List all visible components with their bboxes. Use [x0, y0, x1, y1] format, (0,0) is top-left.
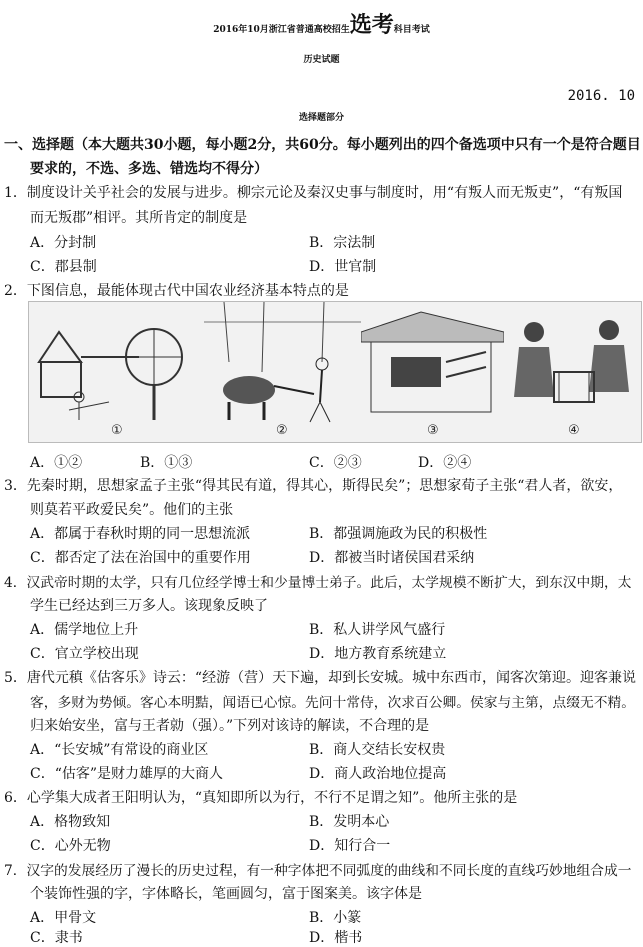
exam-title [0, 8, 643, 39]
question-6-option-a[interactable]: A．格物致知 [30, 814, 111, 830]
question-4-option-d[interactable]: D．地方教育系统建立 [309, 646, 447, 662]
question-5-option-a[interactable]: A．“长安城”有常设的商业区 [30, 742, 209, 758]
exam-date: 2016. 10 [567, 88, 635, 104]
question-4-option-a[interactable]: A．儒学地位上升 [30, 622, 139, 638]
illustration-label-1: ① [111, 423, 123, 438]
question-6-option-d[interactable]: D．知行合一 [309, 838, 391, 854]
subject-title: 历史试题 [303, 55, 340, 65]
question-5-line1: 5．唐代元稹《估客乐》诗云：“经游（营）天下遍，却到长安城。城中东西市，闻客次第迎。迎客兼说 [4, 670, 637, 686]
question-2-option-b[interactable]: B．①③ [140, 455, 193, 471]
question-3-line2: 则莫若平政爱民矣”。他们的主张 [30, 502, 234, 518]
illustration-label-2: ② [276, 423, 288, 438]
question-7-option-a[interactable]: A．甲骨文 [30, 910, 97, 926]
agriculture-illustrations [28, 301, 642, 443]
question-4-option-c[interactable]: C．官立学校出现 [30, 646, 139, 662]
ox-plowing-icon [204, 302, 361, 442]
question-1-line2: 而无叛郡”相评。其所肯定的制度是 [30, 210, 248, 226]
question-7-option-b[interactable]: B．小篆 [309, 910, 362, 926]
question-2-option-c[interactable]: C．②③ [309, 455, 362, 471]
illustration-panel-2 [204, 302, 362, 442]
question-3-option-c[interactable]: C．都否定了法在治国中的重要作用 [30, 550, 251, 566]
question-6-option-b[interactable]: B．发明本心 [309, 814, 390, 830]
question-3-option-b[interactable]: B．都强调施政为民的积极性 [309, 526, 488, 542]
question-2-option-d[interactable]: D．②④ [418, 455, 472, 471]
question-6-option-c[interactable]: C．心外无物 [30, 838, 111, 854]
weaving-figures-icon [504, 302, 641, 442]
question-1-option-a[interactable]: A．分封制 [30, 235, 97, 251]
title-emphasis: 选考 [349, 12, 394, 38]
question-5-option-d[interactable]: D．商人政治地位提高 [309, 766, 447, 782]
question-3-option-d[interactable]: D．都被当时诸侯国君采纳 [309, 550, 475, 566]
question-2-option-a[interactable]: A．①② [30, 455, 83, 471]
question-2-line1: 2．下图信息，最能体现古代中国农业经济基本特点的是 [4, 283, 349, 299]
question-4-line2: 学生已经达到三万多人。该现象反映了 [30, 598, 268, 614]
question-1-option-b[interactable]: B．宗法制 [309, 235, 376, 251]
question-7-line1: 7．汉字的发展经历了漫长的历史过程，有一种字体把不同弧度的曲线和不同长度的直线巧妙地组合成一 [4, 863, 632, 879]
title-text-end: 科目考试 [393, 25, 430, 35]
question-7-line2: 个装饰性强的字，字体略长，笔画圆匀，富于图案美。该字体是 [30, 886, 422, 902]
question-1-option-d[interactable]: D．世官制 [309, 259, 377, 275]
illustration-label-4: ④ [568, 423, 580, 438]
question-4-line1: 4．汉武帝时期的太学，只有几位经学博士和少量博士弟子。此后，太学规模不断扩大，到东汉中期，太 [4, 575, 632, 591]
question-4-option-b[interactable]: B．私人讲学风气盛行 [309, 622, 446, 638]
question-3-line1: 3．先秦时期，思想家孟子主张“得其民有道，得其心，斯得民矣”；思想家荀子主张“君人者，欲安， [4, 478, 623, 494]
question-6-line1: 6．心学集大成者王阳明认为，“真知即所以为行，不行不足谓之知”。他所主张的是 [4, 790, 518, 806]
question-1-line1: 1．制度设计关乎社会的发展与进步。柳宗元论及秦汉史事与制度时，用“有叛人而无叛吏”，“有叛国 [4, 185, 623, 201]
question-5-option-c[interactable]: C．“估客”是财力雄厚的大商人 [30, 766, 224, 782]
illustration-label-3: ③ [427, 423, 439, 438]
illustration-panel-1 [29, 302, 205, 442]
illustration-panel-3 [361, 302, 505, 442]
question-7-option-c[interactable]: C．隶书 [30, 930, 83, 946]
part-heading: 选择题部分 [298, 113, 344, 123]
section-instructions-line2: 要求的，不选、多选、错选均不得分） [30, 161, 268, 177]
question-3-option-a[interactable]: A．都属于春秋时期的同一思想流派 [30, 526, 251, 542]
question-5-option-b[interactable]: B．商人交结长安权贵 [309, 742, 446, 758]
question-7-option-d[interactable]: D．楷书 [309, 930, 363, 946]
irrigation-waterwheel-icon [29, 302, 204, 442]
illustration-panel-4 [504, 302, 641, 442]
question-5-line2: 客，多财为势倾。客心本明黠，闻语已心惊。先问十常侍，次求百公卿。侯家与主第，点缀无不精。 [30, 695, 636, 711]
title-text: 2016年10月浙江省普通高校招生 [213, 25, 350, 35]
question-5-line3: 归来始安坐，富与王者勍（强）。”下列对该诗的解读，不合理的是 [30, 718, 430, 734]
section-instructions-line1: 一、选择题（本大题共30小题，每小题2分，共60分。每小题列出的四个备选项中只有一个是符合题目 [4, 137, 641, 153]
question-1-option-c[interactable]: C．郡县制 [30, 259, 97, 275]
workshop-hut-icon [361, 302, 504, 442]
